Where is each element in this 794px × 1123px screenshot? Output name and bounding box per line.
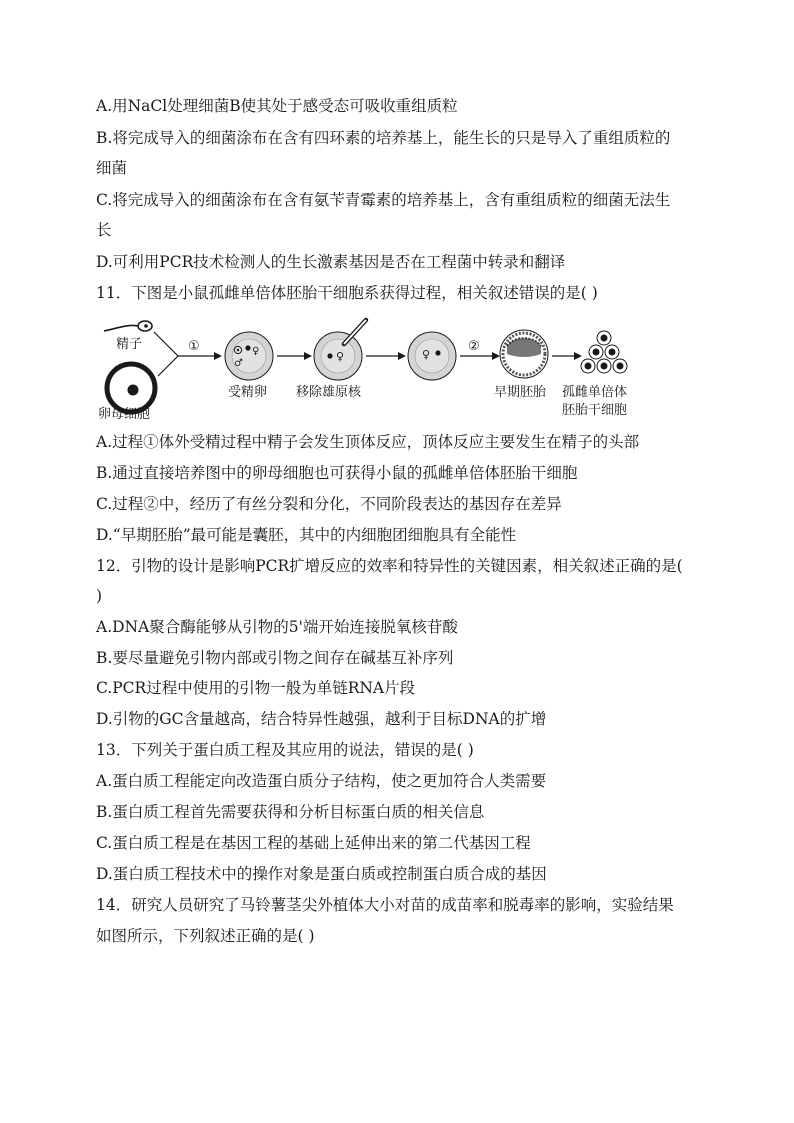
- q13-option-d: D.蛋白质工程技术中的操作对象是蛋白质或控制蛋白质合成的基因: [96, 865, 547, 883]
- sperm-icon: [104, 321, 152, 331]
- male-symbol-zygote: ♂: [234, 358, 243, 369]
- early-embryo-icon: [500, 330, 548, 378]
- q10-option-d: D.可利用PCR技术检测人的生长激素基因是否在工程菌中转录和翻译: [96, 253, 566, 271]
- stem-cells-label-line1: 孤雌单倍体: [562, 385, 628, 400]
- merge-bracket: [154, 332, 178, 376]
- oocyte-label: 卵母细胞: [98, 407, 151, 422]
- q12-option-b: B.要尽量避免引物内部或引物之间存在碱基互补序列: [96, 649, 454, 667]
- oocyte-icon: [107, 364, 155, 412]
- q14-stem-line2: 如图所示，下列叙述正确的是( ): [96, 927, 315, 945]
- arrow-5: [552, 352, 582, 360]
- q11-option-d: D.“早期胚胎”最可能是囊胚，其中的内细胞团细胞具有全能性: [96, 526, 517, 544]
- q11-stem: 11．下图是小鼠孤雌单倍体胚胎干细胞系获得过程，相关叙述错误的是( ): [96, 284, 598, 302]
- q13-option-c: C.蛋白质工程是在基因工程的基础上延伸出来的第二代基因工程: [96, 834, 531, 852]
- q11-option-c: C.过程②中，经历了有丝分裂和分化，不同阶段表达的基因存在差异: [96, 495, 562, 513]
- female-symbol-zygote: ♀: [252, 346, 260, 357]
- zygote-label: 受精卵: [228, 385, 268, 400]
- q11-process-diagram: [96, 310, 656, 425]
- arrow-step2: [460, 352, 500, 360]
- arrow-3: [366, 352, 406, 360]
- q13-option-b: B.蛋白质工程首先需要获得和分析目标蛋白质的相关信息: [96, 803, 485, 821]
- remove-male-pronucleus-label: 移除雄原核: [296, 385, 362, 400]
- q11-option-a: A.过程①体外受精过程中精子会发生顶体反应，顶体反应主要发生在精子的头部: [96, 433, 640, 451]
- q14-stem-line1: 14．研究人员研究了马铃薯茎尖外植体大小对苗的成苗率和脱毒率的影响，实验结果: [96, 896, 674, 914]
- stem-cell-cluster-icon: [581, 331, 627, 373]
- q12-stem-line2: ): [96, 587, 103, 605]
- q10-option-a: A.用NaCl处理细菌B使其处于感受态可吸收重组质粒: [96, 97, 458, 115]
- q10-option-b-line1: B.将完成导入的细菌涂布在含有四环素的培养基上，能生长的只是导入了重组质粒的: [96, 129, 671, 147]
- q11-option-b: B.通过直接培养图中的卵母细胞也可获得小鼠的孤雌单倍体胚胎干细胞: [96, 464, 578, 482]
- female-symbol-enucleation: ♀: [336, 350, 345, 363]
- q13-stem: 13．下列关于蛋白质工程及其应用的说法，错误的是( ): [96, 741, 474, 759]
- q10-option-c-line1: C.将完成导入的细菌涂布在含有氨苄青霉素的培养基上，含有重组质粒的细菌无法生: [96, 191, 671, 209]
- early-embryo-label: 早期胚胎: [494, 385, 547, 400]
- arrow-step1: [178, 352, 222, 360]
- q10-option-b-line2: 细菌: [96, 159, 128, 177]
- female-symbol-haploid: ♀: [422, 348, 431, 361]
- stem-cells-label-line2: 胚胎干细胞: [562, 403, 628, 418]
- step-2-label: ②: [468, 339, 480, 354]
- sperm-label: 精子: [116, 337, 143, 352]
- q12-option-c: C.PCR过程中使用的引物一般为单链RNA片段: [96, 679, 416, 697]
- q10-option-c-line2: 长: [96, 221, 112, 239]
- enucleation-cell-icon: [314, 332, 362, 380]
- q12-stem-line1: 12．引物的设计是影响PCR扩增反应的效率和特异性的关键因素，相关叙述正确的是(: [96, 557, 683, 575]
- q12-option-a: A.DNA聚合酶能够从引物的5'端开始连接脱氧核苷酸: [96, 618, 458, 636]
- zygote-icon: [225, 332, 273, 380]
- q12-option-d: D.引物的GC含量越高，结合特异性越强，越利于目标DNA的扩增: [96, 710, 547, 728]
- arrow-2: [277, 352, 312, 360]
- q13-option-a: A.蛋白质工程能定向改造蛋白质分子结构，使之更加符合人类需要: [96, 772, 547, 790]
- step-1-label: ①: [188, 339, 200, 354]
- haploid-cell-icon: [408, 332, 456, 380]
